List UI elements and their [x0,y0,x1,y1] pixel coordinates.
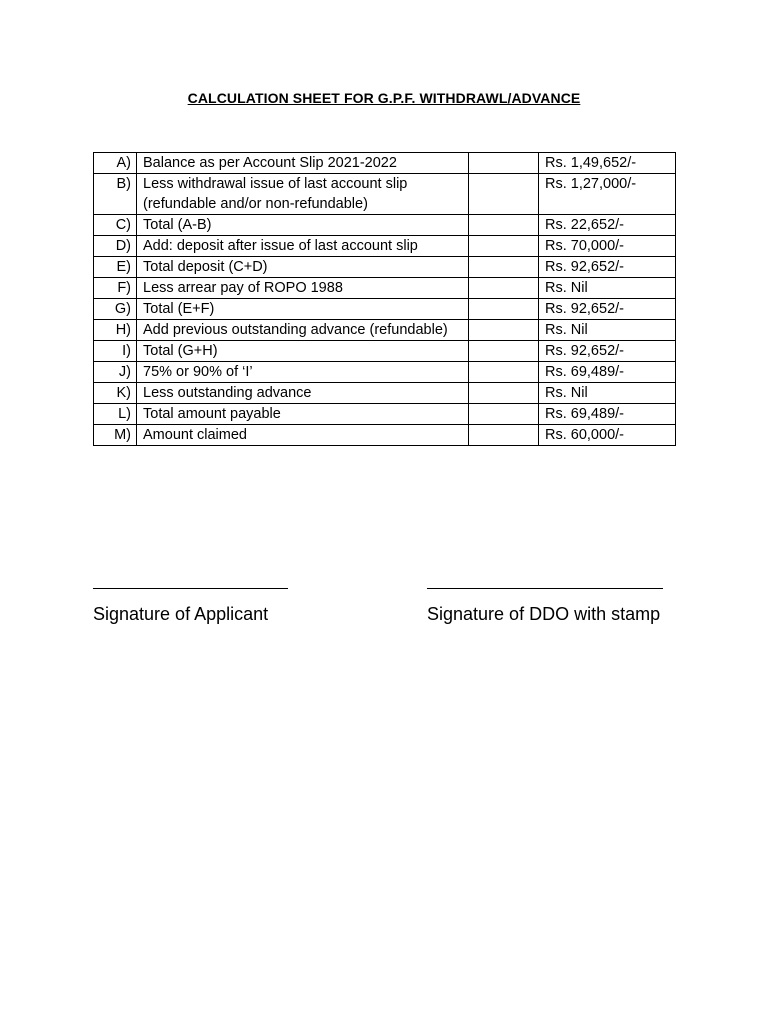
ddo-signature-line [427,588,663,589]
table-row [94,425,676,446]
row-blank-cell [469,278,539,299]
applicant-signature-line [93,588,288,589]
row-blank-cell [469,215,539,236]
row-label: J) [94,362,137,383]
row-amount: Rs. 1,27,000/- [539,174,676,215]
row-label: C) [94,215,137,236]
row-blank-cell [469,341,539,362]
table-row [94,278,676,299]
table-row [94,404,676,425]
row-description: Less withdrawal issue of last account slip (refundable and/or non-refundable) [137,174,469,215]
row-description: Total (A-B) [137,215,469,236]
row-label: L) [94,404,137,425]
applicant-signature-label: Signature of Applicant [93,604,269,624]
row-blank-cell [469,299,539,320]
row-label: M) [94,425,137,446]
row-amount: Rs. Nil [539,278,676,299]
row-amount: Rs. 92,652/- [539,257,676,278]
table-row [94,153,676,174]
row-blank-cell [469,425,539,446]
row-blank-cell [469,236,539,257]
row-blank-cell [469,404,539,425]
row-amount: Rs. 92,652/- [539,341,676,362]
ddo-signature-label: Signature of DDO with stamp [427,604,661,624]
row-label: F) [94,278,137,299]
row-blank-cell [469,153,539,174]
row-blank-cell [469,257,539,278]
table-row [94,257,676,278]
row-description: Total deposit (C+D) [137,257,469,278]
row-description: 75% or 90% of ‘I’ [137,362,469,383]
row-label: E) [94,257,137,278]
row-description: Amount claimed [137,425,469,446]
row-amount: Rs. 60,000/- [539,425,676,446]
row-label: D) [94,236,137,257]
row-blank-cell [469,320,539,341]
row-description: Add: deposit after issue of last account slip [137,236,469,257]
row-description: Balance as per Account Slip 2021-2022 [137,153,469,174]
row-label: A) [94,153,137,174]
table-row [94,383,676,404]
row-description: Total (G+H) [137,341,469,362]
row-blank-cell [469,362,539,383]
row-label: G) [94,299,137,320]
row-blank-cell [469,383,539,404]
row-amount: Rs. 1,49,652/- [539,153,676,174]
document-title: CALCULATION SHEET FOR G.P.F. WITHDRAWL/ADVANCE [187,90,581,106]
row-amount: Rs. 22,652/- [539,215,676,236]
row-label: B) [94,174,137,215]
row-description: Total amount payable [137,404,469,425]
row-amount: Rs. Nil [539,320,676,341]
row-label: H) [94,320,137,341]
table-row [94,236,676,257]
row-description: Less outstanding advance [137,383,469,404]
row-description: Total (E+F) [137,299,469,320]
table-row [94,215,676,236]
row-amount: Rs. 92,652/- [539,299,676,320]
table-row [94,362,676,383]
table-row [94,174,676,215]
row-description: Add previous outstanding advance (refundable) [137,320,469,341]
row-blank-cell [469,174,539,215]
calculation-table [93,152,676,446]
row-amount: Rs. 69,489/- [539,362,676,383]
table-row [94,299,676,320]
row-amount: Rs. 69,489/- [539,404,676,425]
row-description: Less arrear pay of ROPO 1988 [137,278,469,299]
table-row [94,320,676,341]
row-amount: Rs. Nil [539,383,676,404]
row-label: K) [94,383,137,404]
row-amount: Rs. 70,000/- [539,236,676,257]
row-label: I) [94,341,137,362]
table-row [94,341,676,362]
